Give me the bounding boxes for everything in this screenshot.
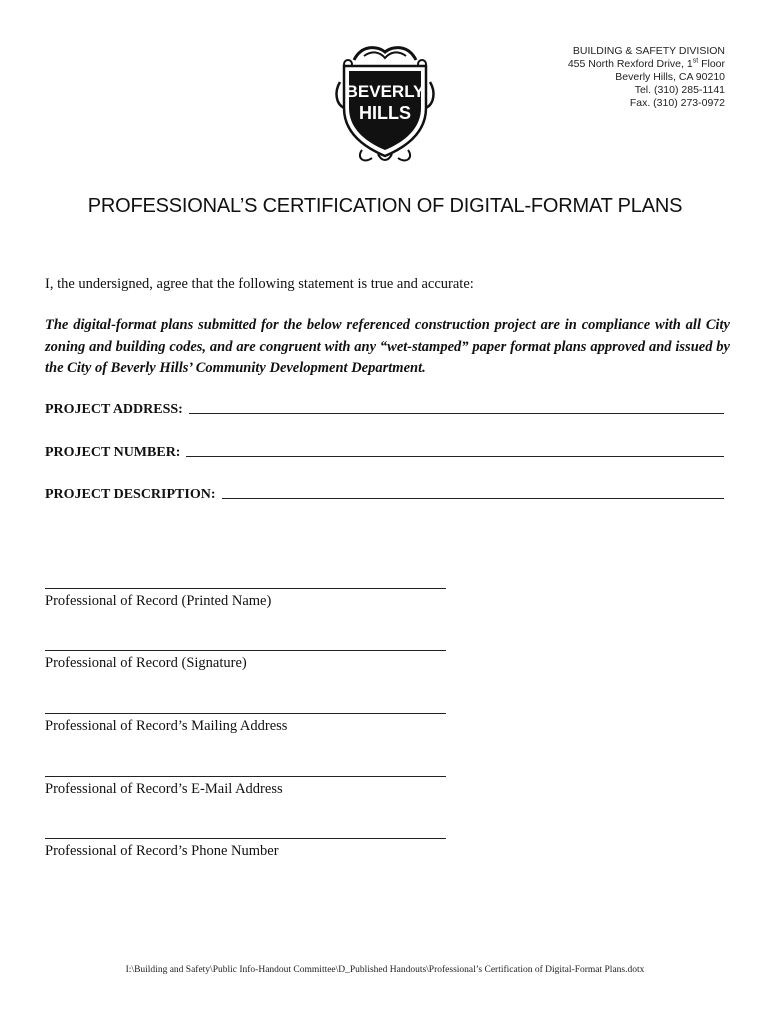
email-address-block[interactable] <box>45 776 446 798</box>
division-street-address <box>485 58 725 71</box>
project-address-field[interactable] <box>45 402 724 418</box>
beverly-hills-shield-logo <box>334 42 436 164</box>
email-address-caption: Professional of Record’s E-Mail Address <box>45 781 283 797</box>
phone-number-block[interactable] <box>45 838 446 860</box>
document-title: PROFESSIONAL’S CERTIFICATION OF DIGITAL-FORMAT PLANS <box>87 195 683 217</box>
project-number-field[interactable] <box>45 445 724 461</box>
signature-block[interactable] <box>45 650 446 672</box>
project-description-label: PROJECT DESCRIPTION: <box>45 487 216 502</box>
logo-text-hills: HILLS <box>359 103 411 123</box>
phone-number-caption: Professional of Record’s Phone Number <box>45 843 279 859</box>
street-address-text: 455 North Rexford Drive, 1 <box>567 58 693 70</box>
mailing-address-line[interactable] <box>45 713 446 714</box>
project-number-input-line[interactable] <box>186 455 724 457</box>
signature-line[interactable] <box>45 650 446 651</box>
mailing-address-block[interactable] <box>45 713 446 735</box>
division-phone: Tel. (310) 285-1141 <box>634 84 725 96</box>
footer-file-path: I:\Building and Safety\Public Info-Handout Committee\D_Published Handouts\Professional’s Certification of Digital-Format Plans.dotx <box>125 965 645 975</box>
project-address-label: PROJECT ADDRESS: <box>45 402 183 417</box>
phone-number-line[interactable] <box>45 838 446 839</box>
project-description-field[interactable] <box>45 487 724 503</box>
email-address-line[interactable] <box>45 776 446 777</box>
mailing-address-caption: Professional of Record’s Mailing Address <box>45 718 288 734</box>
project-address-input-line[interactable] <box>189 412 724 414</box>
printed-name-caption: Professional of Record (Printed Name) <box>45 593 272 609</box>
division-city: Beverly Hills, CA 90210 <box>615 71 725 83</box>
signature-caption: Professional of Record (Signature) <box>45 655 247 671</box>
logo-text-beverly: BEVERLY <box>345 82 425 101</box>
floor-ordinal-suffix: st <box>692 57 699 65</box>
division-contact-block <box>485 45 725 110</box>
printed-name-block[interactable] <box>45 588 446 610</box>
intro-text: I, the undersigned, agree that the following statement is true and accurate: <box>45 276 474 292</box>
certification-statement: The digital-format plans submitted for the below referenced construction project are in compliance with all City zoning and building codes, and are congruent with any “wet-stamped” paper format plans approved and issued by the City of Beverly Hills’ Community Development Department. <box>45 317 730 376</box>
division-name: BUILDING & SAFETY DIVISION <box>572 45 725 57</box>
project-description-input-line[interactable] <box>222 497 725 499</box>
printed-name-line[interactable] <box>45 588 446 589</box>
floor-text: Floor <box>698 58 725 70</box>
division-fax: Fax. (310) 273-0972 <box>629 97 725 109</box>
project-number-label: PROJECT NUMBER: <box>45 445 181 460</box>
